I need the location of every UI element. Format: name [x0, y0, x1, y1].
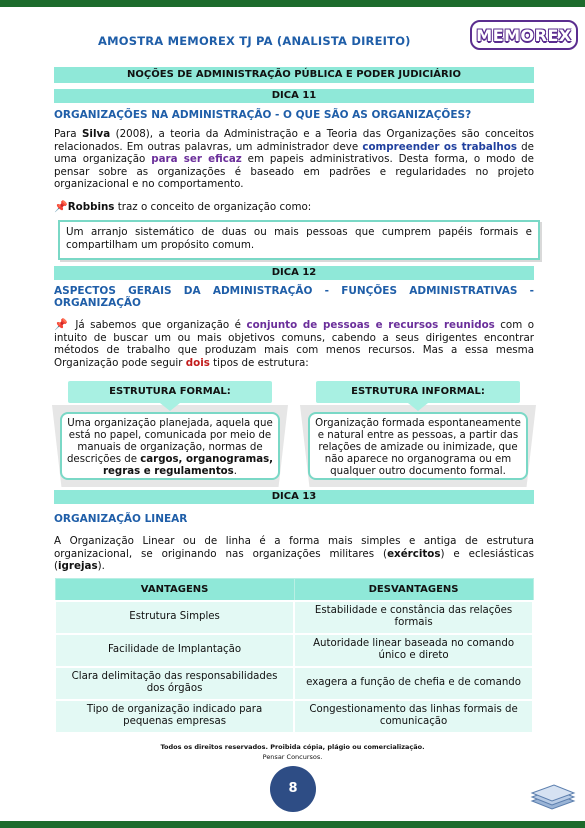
table-row — [55, 667, 533, 700]
informal-structure-heading: ESTRUTURA INFORMAL: — [316, 381, 520, 403]
section-bar-main: NOÇÕES DE ADMINISTRAÇÃO PÚBLICA E PODER JUDICIÁRIO — [54, 67, 534, 83]
table-header-row — [55, 579, 533, 601]
table-cell: Facilidade de Implantação — [55, 634, 294, 667]
page-number: 8 — [270, 766, 316, 812]
informal-structure-box: Organização formada espontaneamente e natural entre as pessoas, a partir das relações de amizade ou inimizade, que não aparece no organograma ou em qualquer outro documento formal. — [308, 412, 528, 480]
table-row — [55, 700, 533, 733]
table-cell: Clara delimitação das responsabilidades dos órgãos — [55, 667, 294, 700]
table-cell: Autoridade linear baseada no comando único e direto — [294, 634, 533, 667]
dica-12-title: ASPECTOS GERAIS DA ADMINISTRAÇÃO - FUNÇÕES ADMINISTRATIVAS - ORGANIZAÇÃO — [54, 285, 534, 309]
dica-13-paragraph: A Organização Linear ou de linha é a forma mais simples e antiga de estrutura organizacional, se originando nas organizações militares (exércitos) e eclesiásticas (igrejas). — [54, 535, 535, 573]
robbins-quote-box — [58, 220, 540, 260]
dica-11-paragraph: Para Silva (2008), a teoria da Administração e a Teoria das Organizações são conceitos relacionados. Em outras palavras, um administrador deve compreender os trabalhos de uma organização para ser eficaz em papeis administrativos. Desta forma, o modo de pensar sobre as organizações é baseado em padrões e regularidades no projeto organizacional e no comportamento. — [54, 128, 534, 191]
table-cell: Estabilidade e constância das relações formais — [294, 601, 533, 634]
dica-11-title: ORGANIZAÇÕES NA ADMINISTRAÇÃO - O QUE SÃO AS ORGANIZAÇÕES? — [54, 109, 472, 121]
table-header: VANTAGENS — [55, 579, 294, 601]
table-cell: Congestionamento das linhas formais de comunicação — [294, 700, 533, 733]
footer-rights: Todos os direitos reservados. Proibida cópia, plágio ou comercialização. — [160, 743, 425, 751]
formal-structure-box: Uma organização planejada, aquela que está no papel, comunicada por meio de manuais de organização, normas de descrições de cargos, organogramas, regras e regulamentos. — [60, 412, 280, 480]
table-row — [55, 601, 533, 634]
dica-12-bar: DICA 12 — [54, 266, 534, 280]
table-cell: exagera a função de chefia e de comando — [294, 667, 533, 700]
logo-text: MEMOREX — [476, 25, 572, 45]
formal-structure-heading: ESTRUTURA FORMAL: — [68, 381, 272, 403]
memorex-logo — [470, 20, 578, 50]
robbins-quote: Um arranjo sistemático de duas ou mais pessoas que cumprem papéis formais e compartilham um propósito comum. — [66, 226, 532, 251]
dica-13-title: ORGANIZAÇÃO LINEAR — [54, 513, 188, 525]
robbins-line: 📌Robbins traz o conceito de organização como: — [54, 200, 312, 213]
table-cell: Tipo de organização indicado para pequenas empresas — [55, 700, 294, 733]
pushpin-icon: 📌 — [54, 200, 68, 213]
dica-12-paragraph: 📌 Já sabemos que organização é conjunto de pessoas e recursos reunidos com o intuito de buscar um ou mais objetivos comuns, cabendo a seus dirigentes encontrar métodos de trabalho que produzam mais com menos recursos. Mas a essa mesma Organização pode seguir dois tipos de estrutura: — [54, 318, 535, 369]
dica-13-bar: DICA 13 — [54, 490, 534, 504]
table-cell: Estrutura Simples — [55, 601, 294, 634]
dica-11-bar: DICA 11 — [54, 89, 534, 103]
book-stack-icon — [530, 783, 576, 813]
footer-brand: Pensar Concursos. — [262, 753, 323, 761]
bottom-accent-bar — [0, 821, 585, 828]
top-accent-bar — [0, 0, 585, 7]
comparison-table — [54, 578, 534, 734]
table-header: DESVANTAGENS — [294, 579, 533, 601]
table-row — [55, 634, 533, 667]
pushpin-icon: 📌 — [54, 318, 70, 331]
document-header-title: AMOSTRA MEMOREX TJ PA (ANALISTA DIREITO) — [98, 34, 411, 48]
